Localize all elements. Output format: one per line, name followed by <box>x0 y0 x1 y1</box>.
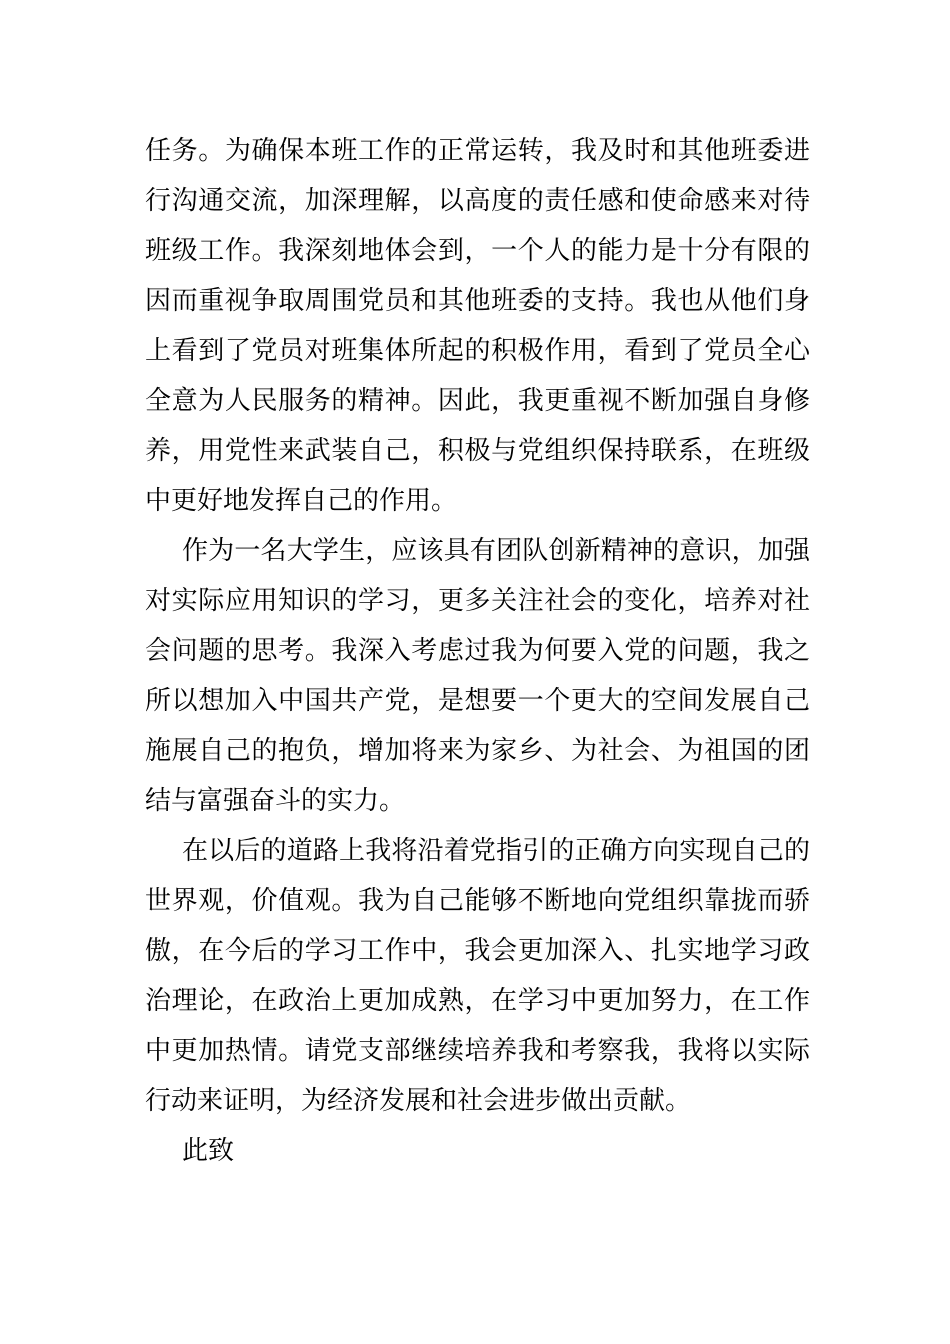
text-line-7: 养，用党性来武装自己，积极与党组织保持联系，在班级 <box>145 436 810 466</box>
text-line-14: 结与富强奋斗的实力。 <box>145 786 406 816</box>
text-line-17: 傲，在今后的学习工作中，我会更加深入、扎实地学习政 <box>145 936 810 966</box>
text-line-8: 中更好地发挥自己的作用。 <box>145 486 458 516</box>
closing-salutation: 此致 <box>182 1136 235 1166</box>
text-line-11: 会问题的思考。我深入考虑过我为何要入党的问题，我之 <box>145 636 810 666</box>
text-line-9: 作为一名大学生，应该具有团队创新精神的意识，加强 <box>182 536 810 566</box>
text-line-4: 因而重视争取周围党员和其他班委的支持。我也从他们身 <box>145 286 810 316</box>
text-line-19: 中更加热情。请党支部继续培养我和考察我，我将以实际 <box>145 1036 810 1066</box>
text-line-10: 对实际应用知识的学习，更多关注社会的变化，培养对社 <box>145 586 810 616</box>
text-line-20: 行动来证明，为经济发展和社会进步做出贡献。 <box>145 1086 692 1116</box>
text-line-3: 班级工作。我深刻地体会到，一个人的能力是十分有限的 <box>145 236 810 266</box>
text-line-2: 行沟通交流，加深理解，以高度的责任感和使命感来对待 <box>145 186 810 216</box>
text-line-1: 任务。为确保本班工作的正常运转，我及时和其他班委进 <box>145 136 810 166</box>
text-line-13: 施展自己的抱负，增加将来为家乡、为社会、为祖国的团 <box>145 736 810 766</box>
text-line-18: 治理论，在政治上更加成熟，在学习中更加努力，在工作 <box>145 986 810 1016</box>
letter-body <box>145 126 810 1176</box>
text-line-16: 世界观，价值观。我为自己能够不断地向党组织靠拢而骄 <box>145 886 810 916</box>
text-line-6: 全意为人民服务的精神。因此，我更重视不断加强自身修 <box>145 386 810 416</box>
text-line-12: 所以想加入中国共产党，是想要一个更大的空间发展自己 <box>145 686 810 716</box>
text-line-15: 在以后的道路上我将沿着党指引的正确方向实现自己的 <box>182 836 810 866</box>
text-line-5: 上看到了党员对班集体所起的积极作用，看到了党员全心 <box>145 336 810 366</box>
